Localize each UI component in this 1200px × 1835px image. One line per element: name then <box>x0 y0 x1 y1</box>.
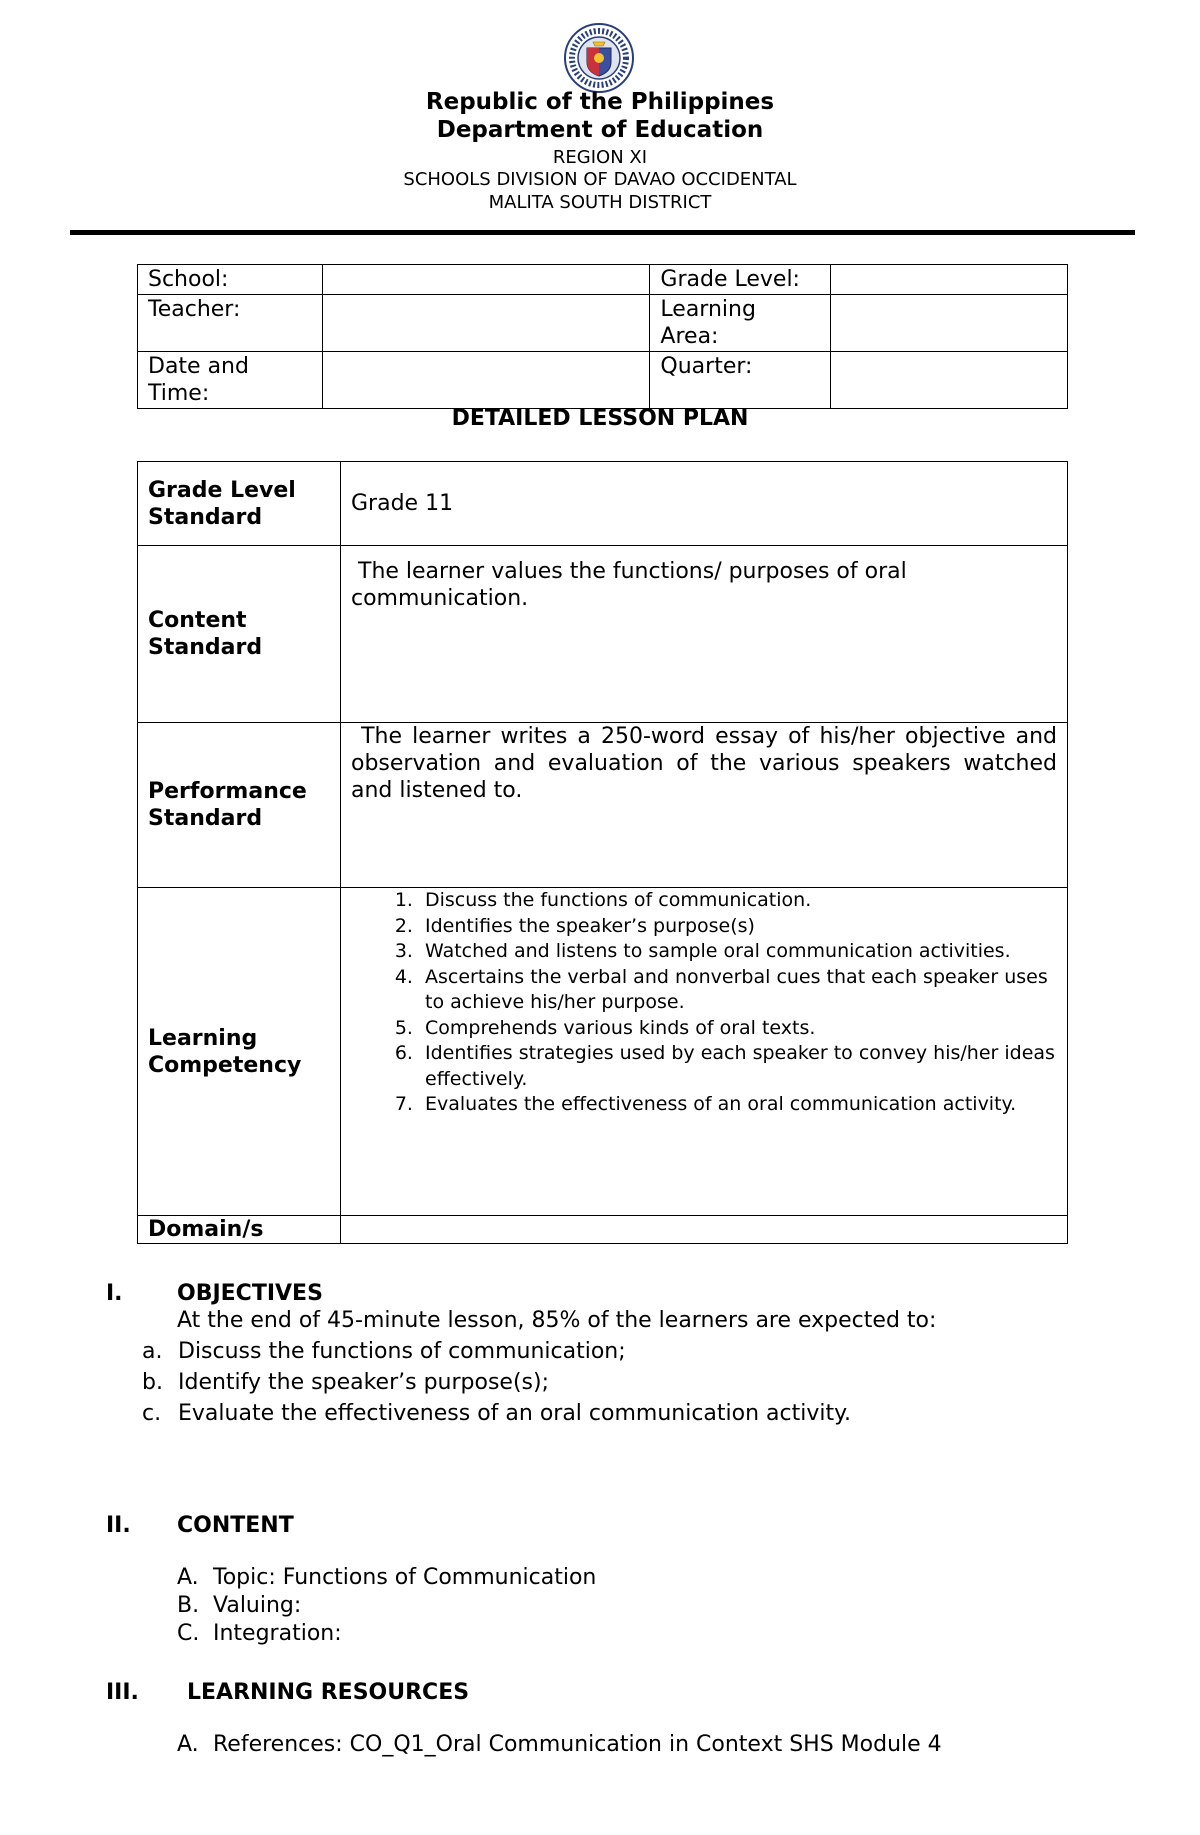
competency-item: 6. Identifies strategies used by each speaker to convey his/her ideas effectively. <box>419 1041 1057 1092</box>
teacher-label: Teacher: <box>138 295 323 352</box>
grade-level-value <box>831 265 1068 295</box>
competency-item: 7. Evaluates the effectiveness of an oral communication activity. <box>419 1092 1057 1118</box>
grade-level-standard-row <box>138 462 1068 546</box>
content-item <box>177 1621 342 1646</box>
date-time-value <box>322 352 650 409</box>
content-item <box>177 1593 301 1618</box>
date-time-label: Date and Time: <box>138 352 323 409</box>
content-mark: B. <box>177 1593 200 1618</box>
objective-mark: c. <box>142 1401 162 1426</box>
header-republic: Republic of the Philippines <box>425 89 775 115</box>
resources-mark: A. <box>177 1732 199 1757</box>
domains-label: Domain/s <box>138 1216 341 1244</box>
objective-item <box>142 1339 626 1364</box>
content-standard-row <box>138 546 1068 723</box>
learning-area-value <box>831 295 1068 352</box>
content-text: Topic: Functions of Communication <box>213 1565 597 1590</box>
resources-number: III. <box>106 1680 139 1705</box>
performance-standard-label: Performance Standard <box>138 723 341 888</box>
objective-text: Discuss the functions of communication; <box>178 1339 626 1364</box>
resources-heading <box>106 1677 1106 1717</box>
competency-list <box>351 888 1057 1118</box>
objective-mark: b. <box>142 1370 163 1395</box>
learning-competency-value <box>341 888 1068 1216</box>
school-label: School: <box>138 265 323 295</box>
grade-level-label: Grade Level: <box>650 265 831 295</box>
competency-item: 5. Comprehends various kinds of oral texts. <box>419 1016 1057 1042</box>
content-text: Valuing: <box>213 1593 302 1618</box>
content-mark: C. <box>177 1621 200 1646</box>
content-standard-label: Content Standard <box>138 546 341 723</box>
objectives-title: OBJECTIVES <box>177 1281 323 1306</box>
objective-item <box>142 1401 851 1426</box>
grade-level-standard-value: Grade 11 <box>341 462 1068 546</box>
header-department: Department of Education <box>436 117 764 143</box>
header-district: MALITA SOUTH DISTRICT <box>488 192 712 213</box>
header-region: REGION XI <box>552 147 648 168</box>
standards-table <box>137 461 1068 1244</box>
competency-item: 4. Ascertains the verbal and nonverbal cues that each speaker uses to achieve his/her purpose. <box>419 965 1057 1016</box>
info-row-teacher <box>138 295 1068 352</box>
performance-standard-value: The learner writes a 250-word essay of his/her objective and observation and evaluation of the various speakers watched and listened to. <box>341 723 1068 888</box>
grade-level-standard-label: Grade Level Standard <box>138 462 341 546</box>
objectives-intro: At the end of 45-minute lesson, 85% of the learners are expected to: <box>177 1308 937 1333</box>
resources-title: LEARNING RESOURCES <box>187 1680 470 1705</box>
domains-value <box>341 1216 1068 1244</box>
plan-title: DETAILED LESSON PLAN <box>451 406 749 431</box>
info-table <box>137 264 1068 409</box>
domains-row <box>138 1216 1068 1244</box>
learning-competency-label: Learning Competency <box>138 888 341 1216</box>
content-heading <box>106 1510 1106 1550</box>
content-title: CONTENT <box>177 1513 294 1538</box>
content-mark: A. <box>177 1565 199 1590</box>
content-standard-value: The learner values the functions/ purposes of oral communication. <box>341 546 1068 723</box>
header-divider <box>70 230 1135 235</box>
competency-item: 2. Identifies the speaker’s purpose(s) <box>419 914 1057 940</box>
learning-competency-row <box>138 888 1068 1216</box>
info-row-school <box>138 265 1068 295</box>
teacher-value <box>322 295 650 352</box>
resources-text: References: CO_Q1_Oral Communication in Context SHS Module 4 <box>213 1732 942 1757</box>
quarter-value <box>831 352 1068 409</box>
content-number: II. <box>106 1513 131 1538</box>
header-division: SCHOOLS DIVISION OF DAVAO OCCIDENTAL <box>403 169 797 190</box>
content-item <box>177 1565 596 1590</box>
performance-standard-row <box>138 723 1068 888</box>
info-row-date <box>138 352 1068 409</box>
quarter-label: Quarter: <box>650 352 831 409</box>
objective-mark: a. <box>142 1339 163 1364</box>
learning-area-label: Learning Area: <box>650 295 831 352</box>
content-text: Integration: <box>213 1621 342 1646</box>
resources-item <box>177 1732 942 1757</box>
objective-item <box>142 1370 549 1395</box>
competency-item: 1. Discuss the functions of communication. <box>419 888 1057 914</box>
school-value <box>322 265 650 295</box>
objective-text: Evaluate the effectiveness of an oral communication activity. <box>178 1401 851 1426</box>
competency-item: 3. Watched and listens to sample oral communication activities. <box>419 939 1057 965</box>
deped-seal-icon <box>563 22 635 94</box>
objectives-number: I. <box>106 1281 123 1306</box>
objective-text: Identify the speaker’s purpose(s); <box>178 1370 549 1395</box>
